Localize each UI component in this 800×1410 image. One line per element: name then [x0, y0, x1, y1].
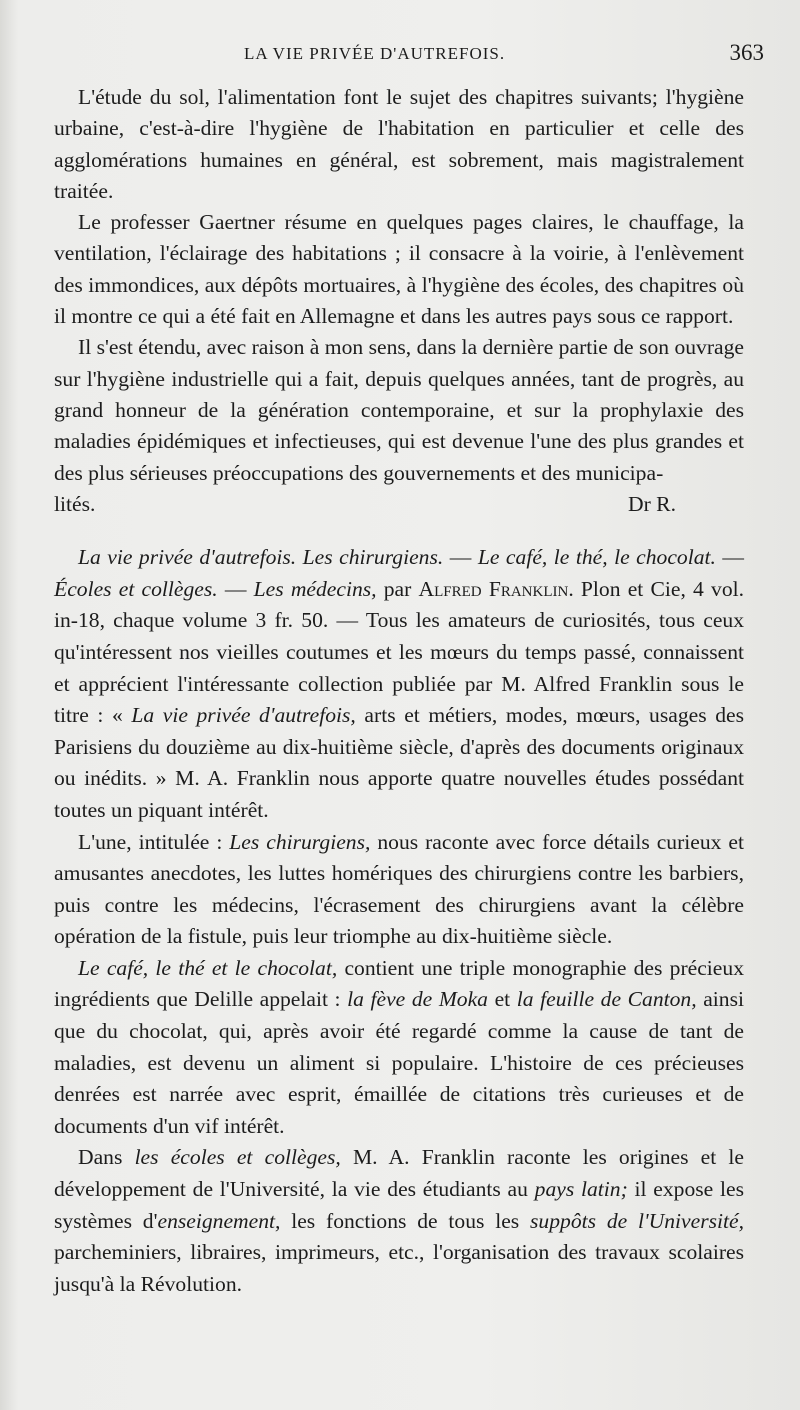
article-paragraph-1: L'étude du sol, l'alimentation font le sujet des chapitres suivants; l'hygiène urbaine, c'est-à-dire l'hygiène de l'habitation en particulier et celle des agglomérations humaines en général, est sobrement, mais magistralement traitée. [54, 85, 744, 203]
review-title-4: Les médecins, [253, 576, 377, 601]
article-continuation [54, 82, 744, 520]
signature: Dr R. [628, 491, 676, 516]
quote-pays-latin: pays latin; [534, 1177, 628, 1202]
review-paragraph-1: La vie privée d'autrefois. Les chirurgiens. — Le café, le thé, le chocolat. — Écoles et collèges. — Les médecins, par Alfred Franklin. Plon et Cie, 4 vol. in-18, chaque volume 3 fr. 50. — Tous les amateurs de curiosités, tous ceux qu'intéressent nos vieilles coutumes et les mœurs du temps passé, connaissent et apprécient l'intéressante collection publiée par M. Alfred Franklin sous le titre : « La vie privée d'autrefois, arts et métiers, modes, mœurs, usages des Parisiens du douzième au dix-huitième siècle, d'après des documents originaux ou inédits. » M. A. Franklin nous apporte quatre nouvelles études possédant toutes un piquant intérêt. [54, 545, 745, 822]
review-paragraph-2: L'une, intitulée : Les chirurgiens, nous raconte avec force détails curieux et amusantes anecdotes, les luttes homériques des chirurgiens contre les barbiers, puis contre les médecins, l'écrasement des chirurgiens avant la célèbre opération de la fistule, puis leur triomphe au dix-huitième siècle. [54, 829, 745, 949]
collection-title: La vie privée d'autrefois, [131, 703, 356, 728]
article-paragraph-3: Il s'est étendu, avec raison à mon sens, dans la dernière partie de son ouvrage sur l'hygiène industrielle qui a fait, depuis quelques années, tant de progrès, au grand honneur de la génération contemporaine, et sur la prophylaxie des maladies épidémiques et infectieuses, qui est devenue l'une des plus grandes et des plus sérieuses préoccupations des gouvernements et des municipa- [54, 335, 744, 485]
quote-feve-de-moka: la fève de Moka [347, 987, 488, 1012]
article-paragraph-2: Le professer Gaertner résume en quelques pages claires, le chauffage, la ventilation, l'éclairage des habitations ; il consacre à la voirie, à l'enlèvement des immondices, aux dépôts mortuaires, à l'hygiène des écoles, des chapitres où il montre ce qui a été fait en Allemagne et dans les autres pays sous ce rapport. [54, 210, 744, 329]
review-title-3: Écoles et collèges. [54, 576, 218, 601]
running-title: LA VIE PRIVÉE D'AUTREFOIS. [244, 44, 506, 63]
review-title-2: Le café, le thé, le chocolat. [477, 545, 716, 570]
review-paragraph-3: Le café, le thé et le chocolat, contient une triple monographie des précieux ingrédients que Delille appelait : la fève de Moka et la feuille de Canton, ainsi que du chocolat, qui, après avoir été regardé comme la cause de tant de maladies, est devenu un aliment si populaire. L'histoire de ces précieuses denrées est narrée avec esprit, émaillée de citations très curieuses et de documents d'un vif intérêt. [54, 955, 744, 1138]
review-author: Alfred Franklin. [418, 576, 574, 601]
quote-feuille-de-canton: la feuille de Canton, [516, 987, 697, 1012]
page-body [54, 82, 744, 1300]
quote-suppots: suppôts de l'Université, [530, 1208, 745, 1233]
study-title-cafe: Le café, le thé et le chocolat, [78, 955, 338, 980]
quote-enseignement: enseignement, [157, 1208, 281, 1233]
signature-row [54, 489, 744, 520]
review-paragraph-4: Dans les écoles et collèges, M. A. Franklin raconte les origines et le développement de l'Université, la vie des étudiants au pays latin; il expose les systèmes d'enseignement, les fonctions de tous les suppôts de l'Université, parcheminiers, libraires, imprimeurs, etc., l'organisation des travaux scolaires jusqu'à la Révolution. [54, 1145, 745, 1296]
review-title-1: La vie privée d'autrefois. Les chirurgiens. [78, 545, 444, 570]
section-gap [54, 520, 744, 542]
book-review [54, 542, 744, 1300]
page-number: 363 [729, 40, 764, 65]
study-title-ecoles: les écoles et collèges, [134, 1145, 341, 1170]
study-title-chirurgiens: Les chirurgiens, [229, 829, 371, 854]
article-paragraph-3-end: lités. [54, 491, 96, 516]
page-header [54, 40, 764, 76]
